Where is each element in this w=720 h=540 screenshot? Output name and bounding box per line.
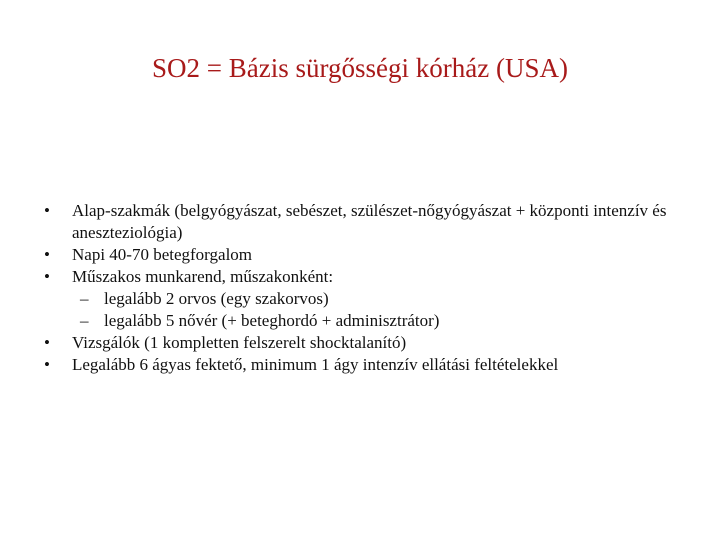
bullet-text: Műszakos munkarend, műszakonként: <box>72 267 334 286</box>
bullet-marker: • <box>44 267 50 286</box>
bullet-list <box>0 200 720 376</box>
sub-item-nurses <box>72 310 690 332</box>
slide-title <box>0 50 720 86</box>
bullet-marker: • <box>44 355 50 374</box>
bullet-marker: • <box>44 333 50 352</box>
bullet-item-daily-patients <box>0 244 720 266</box>
bullet-item-examination-rooms <box>0 332 720 354</box>
title-accent: SO2 <box>152 53 201 83</box>
bullet-text: Napi 40-70 betegforgalom <box>72 245 253 264</box>
bullet-marker: • <box>44 245 50 264</box>
sub-marker: – <box>80 311 89 330</box>
bullet-text: Alap-szakmák (belgyógyászat, sebészet, szülészet-nőgyógyászat + központi intenzív és aneszteziológia) <box>72 201 667 242</box>
bullet-text: Legalább 6 ágyas fektető, minimum 1 ágy intenzív ellátási feltételekkel <box>72 355 559 374</box>
title-rest: = Bázis sürgősségi kórház (USA) <box>200 53 568 83</box>
bullet-marker: • <box>44 201 50 220</box>
sub-list <box>72 288 690 332</box>
sub-marker: – <box>80 289 89 308</box>
sub-text: legalább 2 orvos (egy szakorvos) <box>104 289 329 308</box>
bullet-item-beds <box>0 354 720 376</box>
sub-text: legalább 5 nővér (+ beteghordó + adminisztrátor) <box>104 311 440 330</box>
sub-item-doctors <box>72 288 690 310</box>
bullet-text: Vizsgálók (1 kompletten felszerelt shocktalanító) <box>72 333 407 352</box>
bullet-item-shift-schedule <box>0 266 720 332</box>
bullet-item-core-specialties <box>0 200 720 244</box>
